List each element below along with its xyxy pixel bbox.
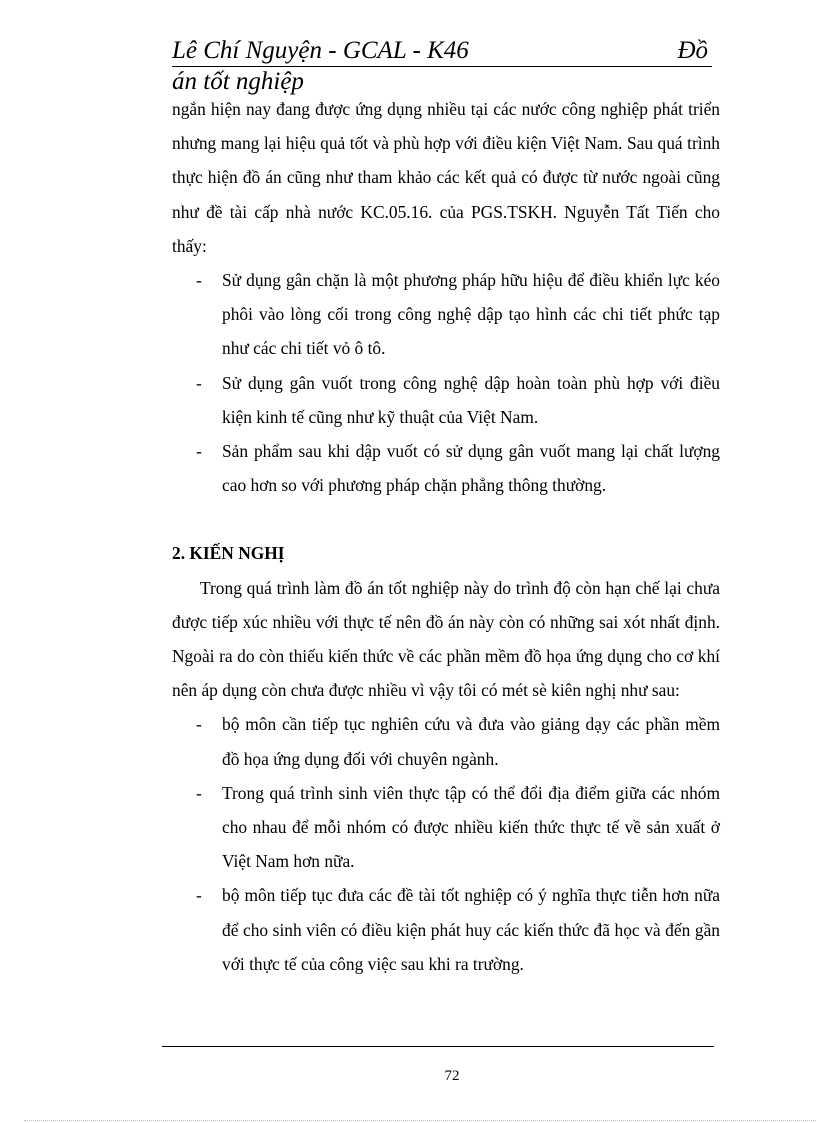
list-item-text: bộ môn tiếp tục đưa các đề tài tốt nghiệp có ý nghĩa thực tiễn hơn nữa để cho sinh viên có điều kiện phát huy các kiến thức đã học và đến gần với thực tế của công việc sau khi ra trường. <box>222 885 720 974</box>
page-number: 72 <box>444 1068 460 1084</box>
header-title-line <box>172 36 712 67</box>
list-item-text: Sản phẩm sau khi dập vuốt có sử dụng gân vuốt mang lại chất lượng cao hơn so với phương pháp chặn phẳng thông thường. <box>222 441 720 496</box>
list-item <box>172 263 720 366</box>
list-item <box>172 707 720 775</box>
recommendations-list <box>172 707 720 981</box>
bullet-dash: - <box>196 441 202 462</box>
list-item <box>172 434 720 502</box>
page-body <box>172 92 720 981</box>
list-item <box>172 878 720 981</box>
bullet-dash: - <box>196 372 202 393</box>
list-item-text: Sử dụng gân vuốt trong công nghệ dập hoàn toàn phù hợp với điều kiện kinh tế cũng như kỹ thuật của Việt Nam. <box>222 372 720 427</box>
header-author-course: Lê Chí Nguyện - GCAL - K46 <box>172 37 469 64</box>
bullet-dash: - <box>196 714 202 735</box>
header-doc-type-end: án tốt nghiệp <box>172 68 304 95</box>
recommendations-paragraph: Trong quá trình làm đồ án tốt nghiệp này do trình độ còn hạn chế lại chưa được tiếp xúc nhiều với thực tế nên đồ án này còn có những sai xót nhất định. Ngoài ra do còn thiếu kiến thức về các phần mềm đồ họa ứng dụng cho cơ khí nên áp dụng còn chưa được nhiều vì vậy tôi có mét sè kiên nghị như sau: <box>172 577 720 701</box>
bullet-dash: - <box>196 782 202 803</box>
list-item-text: Trong quá trình sinh viên thực tập có thể đổi địa điểm giữa các nhóm cho nhau để mỗi nhóm có được nhiều kiến thức thực tế về sản xuất ở Việt Nam hơn nữa. <box>222 782 720 872</box>
bullet-dash: - <box>196 270 202 291</box>
list-item <box>172 776 720 879</box>
list-item-text: Sử dụng gân chặn là một phương pháp hữu hiệu để điều khiển lực kéo phôi vào lòng cối trong công nghệ dập tạo hình các chi tiết phức tạp như các chi tiết vỏ ô tô. <box>222 270 720 359</box>
intro-paragraph: ngắn hiện nay đang được ứng dụng nhiều tại các nước công nghiệp phát triển nhưng mang lại hiệu quả tốt và phù hợp với điều kiện Việt Nam. Sau quá trình thực hiện đồ án cũng như tham khảo các kết quả có được từ nước ngoài cũng như đề tài cấp nhà nước KC.05.16. của PGS.TSKH. Nguyễn Tất Tiến cho thấy: <box>172 99 720 256</box>
header-doc-type-start: Đồ <box>677 37 708 64</box>
section-heading-recommendations: 2. KIẾN NGHỊ <box>172 543 285 564</box>
footer-divider <box>162 1046 714 1047</box>
list-item <box>172 366 720 434</box>
conclusions-list <box>172 263 720 502</box>
page-bottom-edge <box>24 1120 816 1121</box>
list-item-text: bộ môn cần tiếp tục nghiên cứu và đưa vào giảng dạy các phần mềm đồ họa ứng dụng đối với chuyên ngành. <box>222 714 720 769</box>
bullet-dash: - <box>196 885 202 906</box>
page-header <box>172 36 712 97</box>
